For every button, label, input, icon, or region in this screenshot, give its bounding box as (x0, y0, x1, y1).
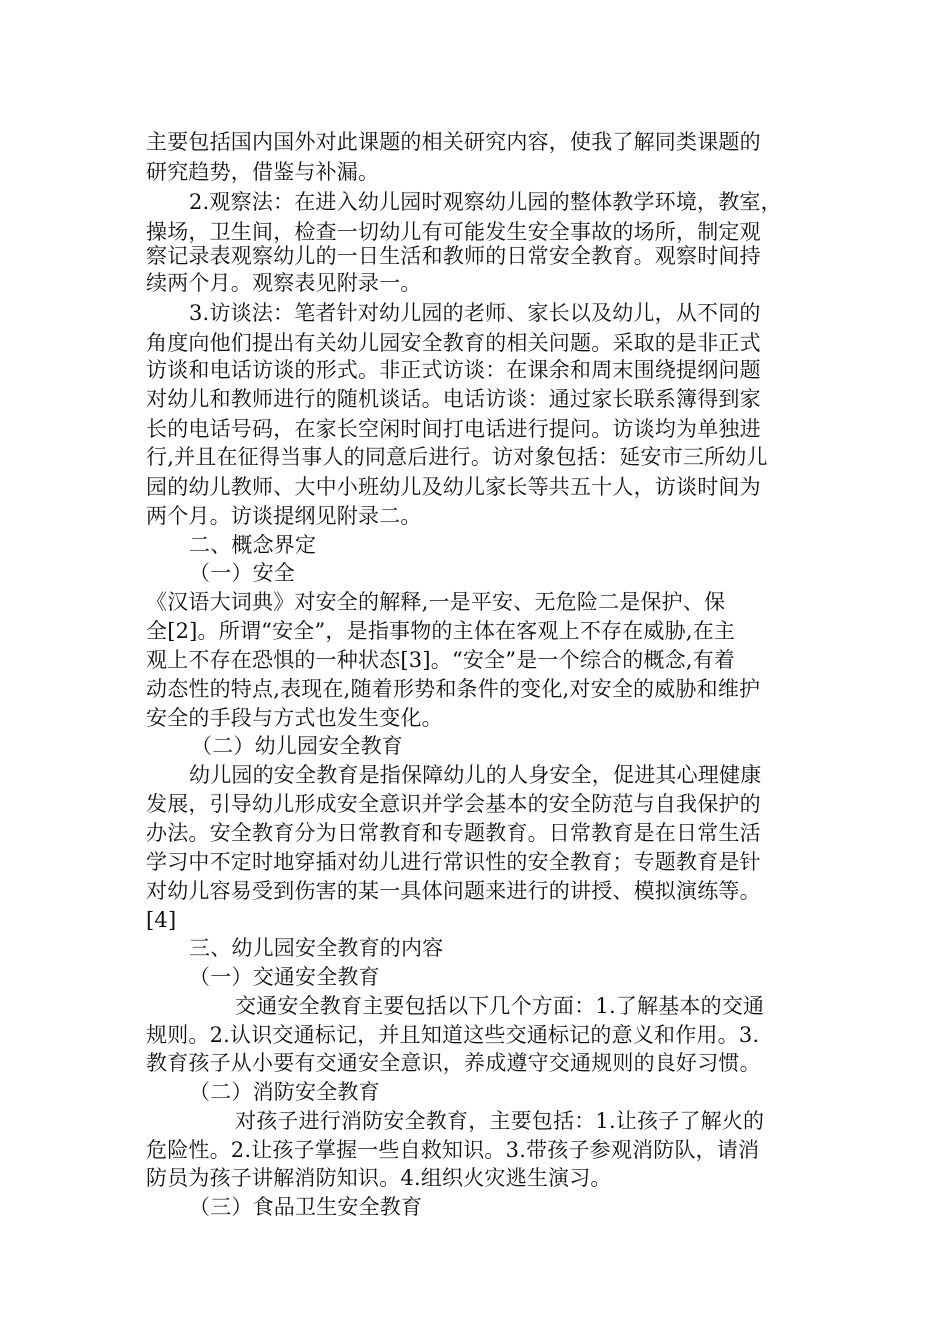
text-line: 交通安全教育主要包括以下几个方面：1.了解基本的交通 (235, 994, 765, 1018)
text-line: 《汉语大词典》对安全的解释,一是平安、无危险二是保护、保 (146, 590, 726, 614)
text-line: 察记录表观察幼儿的一日生活和教师的日常安全教育。观察时间持 (146, 244, 761, 268)
text-line: 行,并且在征得当事人的同意后进行。访对象包括：延安市三所幼儿 (146, 445, 768, 469)
text-line: 幼儿园的安全教育是指保障幼儿的人身安全，促进其心理健康 (189, 763, 762, 787)
text-line: 动态性的特点,表现在,随着形势和条件的变化,对安全的威胁和维护 (146, 677, 761, 701)
subsection-heading: （二）消防安全教育 (189, 1080, 380, 1104)
text-line: 续两个月。观察表见附录一。 (146, 271, 422, 295)
text-line: 办法。安全教育分为日常教育和专题教育。日常教育是在日常生活 (146, 821, 761, 845)
subsection-heading: （二）幼儿园安全教育 (191, 734, 403, 758)
text-line: 对孩子进行消防安全教育，主要包括：1.让孩子了解火的 (235, 1109, 765, 1133)
subsection-heading: （一）安全 (189, 561, 295, 585)
text-line: 2.观察法：在进入幼儿园时观察幼儿园的整体教学环境，教室， (189, 190, 782, 214)
text-line: 安全的手段与方式也发生变化。 (146, 706, 443, 730)
text-line: [4] (146, 908, 177, 932)
text-line: 两个月。访谈提纲见附录二。 (146, 504, 422, 528)
text-line: 角度向他们提出有关幼儿园安全教育的相关问题。采取的是非正式 (146, 331, 761, 355)
text-line: 防员为孩子讲解消防知识。4.组织火灾逃生演习。 (146, 1166, 612, 1190)
text-line: 发展，引导幼儿形成安全意识并学会基本的安全防范与自我保护的 (146, 792, 761, 816)
text-line: 主要包括国内国外对此课题的相关研究内容，使我了解同类课题的 (146, 130, 761, 154)
text-line: 观上不存在恐惧的一种状态[3]。“安全”是一个综合的概念,有着 (146, 648, 736, 672)
text-line: 教育孩子从小要有交通安全意识，养成遵守交通规则的良好习惯。 (146, 1051, 761, 1075)
section-heading: 三、幼儿园安全教育的内容 (189, 936, 444, 960)
text-line: 研究趋势，借鉴与补漏。 (146, 160, 380, 184)
subsection-heading: （一）交通安全教育 (189, 965, 380, 989)
text-line: 危险性。2.让孩子掌握一些自救知识。3.带孩子参观消防队，请消 (146, 1138, 760, 1162)
text-line: 全[2]。所谓“安全”，是指事物的主体在客观上不存在威胁,在主 (146, 619, 736, 643)
section-heading: 二、概念界定 (189, 533, 317, 557)
text-line: 3.访谈法：笔者针对幼儿园的老师、家长以及幼儿，从不同的 (189, 301, 761, 325)
text-line: 对幼儿和教师进行的随机谈话。电话访谈：通过家长联系簿得到家 (146, 387, 761, 411)
text-line: 访谈和电话访谈的形式。非正式访谈：在课余和周末围绕提纲问题 (146, 358, 761, 382)
text-line: 园的幼儿教师、大中小班幼儿及幼儿家长等共五十人，访谈时间为 (146, 475, 761, 499)
text-line: 规则。2.认识交通标记，并且知道这些交通标记的意义和作用。3. (146, 1023, 760, 1047)
subsection-heading: （三）食品卫生安全教育 (189, 1195, 423, 1219)
text-line: 长的电话号码，在家长空闲时间打电话进行提问。访谈均为单独进 (146, 417, 761, 441)
text-line: 对幼儿容易受到伤害的某一具体问题来进行的讲授、模拟演练等。 (146, 879, 761, 903)
text-line: 操场，卫生间，检查一切幼儿有可能发生安全事故的场所，制定观 (146, 220, 761, 244)
text-line: 学习中不定时地穿插对幼儿进行常识性的安全教育；专题教育是针 (146, 850, 761, 874)
